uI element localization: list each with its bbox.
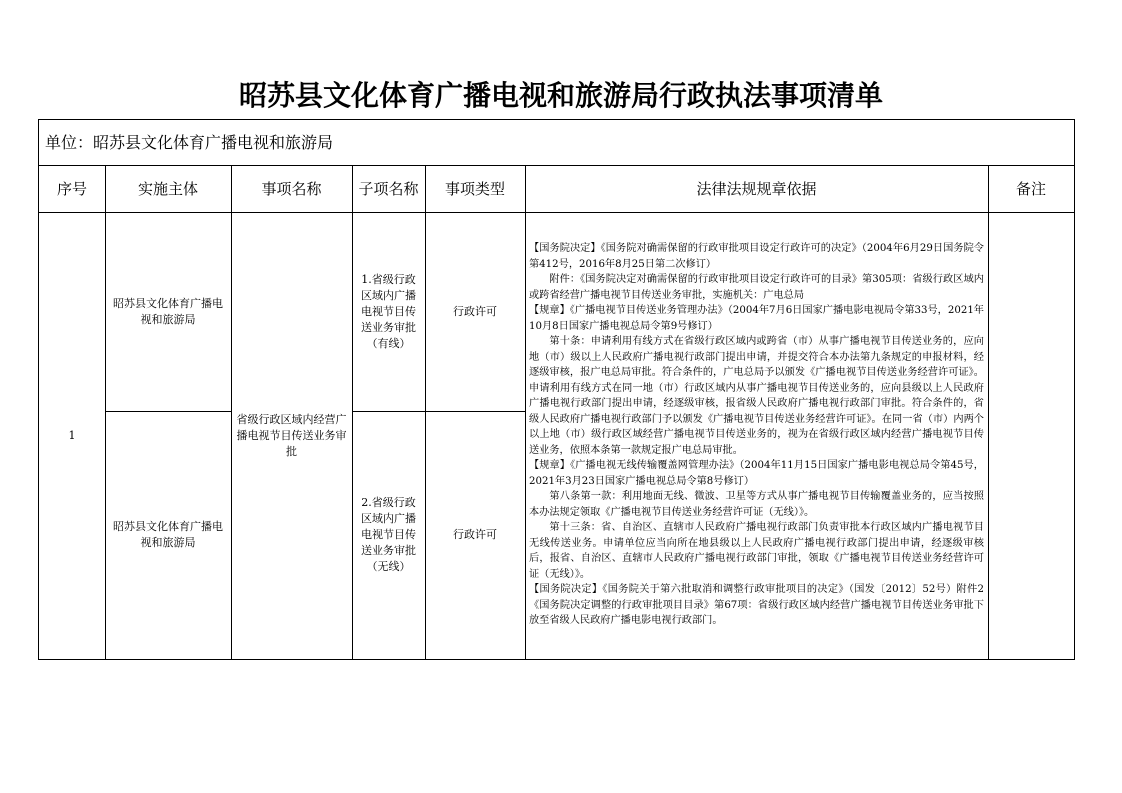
header-item-name: 事项名称 <box>261 180 322 198</box>
header-item-type: 事项类型 <box>444 180 505 198</box>
subject-cell: 昭苏县文化体育广播电视和旅游局 <box>113 297 223 326</box>
header-legal-basis: 法律法规规章依据 <box>696 180 817 198</box>
legal-basis-paragraph: 第十三条：省、自治区、直辖市人民政府广播电视行政部门负责审批本行政区域内广播电视节目无线传送业务。申请单位应当向所在地县级以上人民政府广播电视行政部门提出申请，经逐级审核后，报省、自治区、直辖市人民政府广播电视行政部门审批，领取《广播电视节目传送业务经营许可证（无线）》。 <box>529 522 984 580</box>
legal-basis-paragraph: 第十条：申请利用有线方式在省级行政区域内或跨省（市）从事广播电视节目传送业务的，应向地（市）级以上人民政府广播电视行政部门提出申请，并提交符合本办法第九条规定的申报材料，经逐级审核，报广电总局审批。符合条件的，广电总局予以颁发《广播电视节目传送业务经营许可证》。申请利用有线方式在同一地（市）行政区域内从事广播电视节目传送业务的，应向县级以上人民政府广播电视行政部门提出申请，经逐级审核，报省级人民政府广播电视行政部门审批。符合条件的，省级人民政府广播电视行政部门予以颁发《广播电视节目传送业务经营许可证》。在同一省（市）内两个以上地（市）级行政区域经营广播电视节目传送业务的，视为在省级行政区域内经营广播电视节目传送业务，依照本条第一款规定报广电总局审批。 <box>529 336 984 456</box>
legal-basis-paragraph: 【规章】《广播电视节目传送业务管理办法》（2004年7月6日国家广播电影电视局令第33号，2021年10月8日国家广播电视总局令第9号修订） <box>529 305 984 332</box>
legal-basis-cell <box>525 213 988 659</box>
legal-basis-paragraph: 附件：《国务院决定对确需保留的行政审批项目设定行政许可的目录》第305项：省级行政区域内或跨省经营广播电视节目传送业务审批，实施机关：广电总局 <box>529 274 984 301</box>
sub-item-name-cell: 2.省级行政区域内广播电视节目传送业务审批（无线） <box>361 496 416 573</box>
legal-basis-paragraph: 【国务院决定】《国务院对确需保留的行政审批项目设定行政许可的决定》（2004年6月29日国务院令第412号，2016年8月25日第二次修订） <box>529 243 984 270</box>
enforcement-table <box>38 119 1075 660</box>
item-type-cell: 行政许可 <box>453 528 497 541</box>
header-seq: 序号 <box>56 180 87 198</box>
table-header-row <box>39 166 1074 213</box>
header-sub-item-name: 子项名称 <box>358 180 419 198</box>
item-type-cell: 行政许可 <box>453 305 497 318</box>
legal-basis-paragraph: 【国务院决定】《国务院关于第六批取消和调整行政审批项目的决定》（国发〔2012〕52号）附件2《国务院决定调整的行政审批项目目录》第67项：省级行政区域内经营广播电视节目传送业务审批下放至省级人民政府广播电影电视行政部门。 <box>529 584 984 626</box>
header-subject: 实施主体 <box>137 180 198 198</box>
subject-cell: 昭苏县文化体育广播电视和旅游局 <box>113 520 223 549</box>
remarks-cell <box>988 213 1074 659</box>
item-name-cell: 省级行政区域内经营广播电视节目传送业务审批 <box>236 413 347 458</box>
legal-basis-paragraph: 【规章】《广播电视无线传输覆盖网管理办法》（2004年11月15日国家广播电影电视总局令第45号，2021年3月23日国家广播电视总局令第8号修订） <box>529 460 984 487</box>
page-title: 昭苏县文化体育广播电视和旅游局行政执法事项清单 <box>238 79 883 112</box>
legal-basis-paragraph: 第八条第一款：利用地面无线、微波、卫星等方式从事广播电视节目传输覆盖业务的，应当按照本办法规定领取《广播电视节目传送业务经营许可证（无线）》。 <box>529 491 984 518</box>
unit-label: 单位：昭苏县文化体育广播电视和旅游局 <box>39 120 1074 166</box>
header-remarks: 备注 <box>1015 180 1046 198</box>
row-seq: 1 <box>68 429 76 442</box>
sub-item-name-cell: 1.省级行政区域内广播电视节目传送业务审批（有线） <box>361 273 416 350</box>
